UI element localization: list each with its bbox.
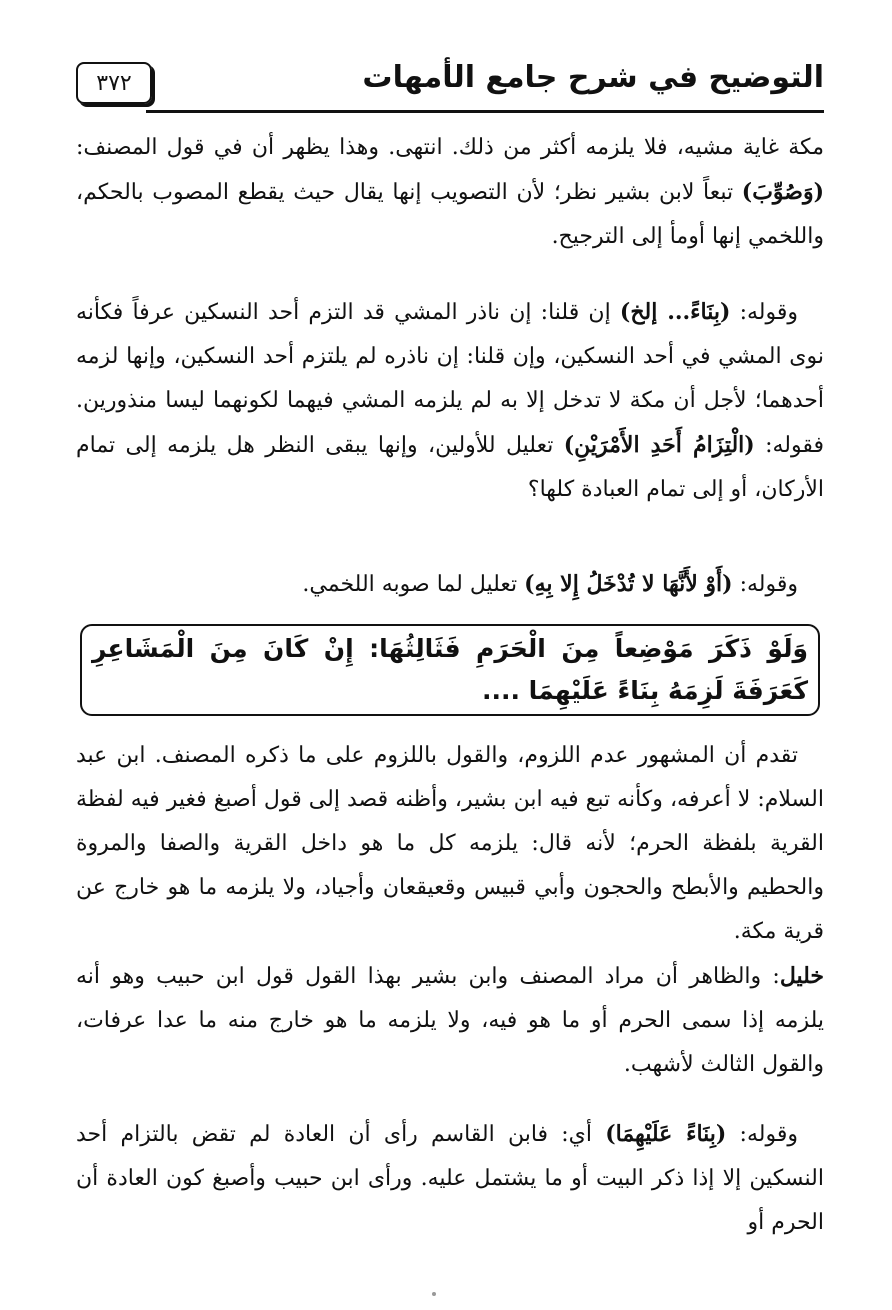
quoted-term: (الْتِزَامُ أَحَدِ الأَمْرَيْنِ) [563, 432, 755, 458]
paragraph-text: وقوله: [726, 1122, 798, 1147]
paragraph-text: تبعاً لابن بشير نظر؛ لأن التصويب إنها يقال حيث يقطع المصوب بالحكم، واللخمي إنها أومأ إلى الترجيح. [76, 180, 824, 249]
paragraph-text: : والظاهر أن مراد المصنف وابن بشير بهذا القول قول ابن حبيب وهو أنه يلزمه إذا سمى الحرم أو ما هو فيه، ولا يلزمه ما هو خارج منه ما عدا عرفات، والقول الثالث لأشهب. [76, 964, 824, 1077]
paragraph-4 [76, 734, 824, 954]
page-number: ٣٧٢ [76, 62, 152, 104]
paragraph-2 [76, 290, 824, 512]
running-title: التوضيح في شرح جامع الأمهات [362, 60, 824, 95]
paragraph-text: مكة غاية مشيه، فلا يلزمه أكثر من ذلك. انتهى. وهذا يظهر أن في قول المصنف: [76, 135, 824, 160]
paragraph-text: أي: فابن القاسم رأى أن العادة لم تقض بالتزام أحد النسكين إلا إذا ذكر البيت أو ما يشتمل عليه. ورأى ابن حبيب وأصبغ كون العادة أن الحرم أو [76, 1122, 824, 1235]
paragraph-5 [76, 954, 824, 1087]
matn-quote-box [80, 624, 820, 716]
quoted-term: (بِنَاءً... إلخ) [619, 299, 731, 325]
paragraph-text: وقوله: [732, 572, 798, 597]
paragraph-text: إن قلنا: إن ناذر المشي قد التزم أحد النسكين عرفاً فكأنه نوى المشي في أحد النسكين، وإن قلنا: إن ناذره لم يلتزم أحد النسكين، وإنها لزمه أحدهما؛ لأجل أن مكة لا تدخل إلا به لم يلزمه المشي فيهما لكونهما ليسا منذورين. فقوله: [76, 300, 824, 458]
quoted-term: (بِنَاءً عَلَيْهِمَا) [605, 1121, 727, 1147]
quoted-term: (وَصُوِّبَ) [741, 179, 824, 205]
quoted-term: (أَوْ لأَنَّهَا لا تُدْخَلُ إِلا بِهِ) [524, 571, 733, 597]
paragraph-text: تعليل للأولين، وإنها يبقى النظر هل يلزمه إلى تمام الأركان، أو إلى تمام العبادة كلها؟ [76, 433, 824, 502]
paragraph-3 [76, 562, 824, 607]
paragraph-6 [76, 1112, 824, 1245]
scan-dot [432, 1292, 436, 1296]
paragraph-1 [76, 126, 824, 259]
header-rule [146, 110, 824, 113]
paragraph-text: تعليل لما صوبه اللخمي. [302, 572, 525, 597]
paragraph-text: وقوله: [730, 300, 799, 325]
page-header [76, 52, 824, 114]
speaker-label: خليل [779, 963, 824, 989]
matn-text: وَلَوْ ذَكَرَ مَوْضِعاً مِنَ الْحَرَمِ فَثَالِثُهَا: إِنْ كَانَ مِنَ الْمَشَاعِرِ كَعَرَفَةَ لَزِمَهُ بِنَاءً عَلَيْهِمَا .... [92, 634, 808, 705]
paragraph-text: تقدم أن المشهور عدم اللزوم، والقول باللزوم على ما ذكره المصنف. ابن عبد السلام: لا أعرفه، وكأنه تبع فيه ابن بشير، وأظنه قصد إلى قول أصبغ فغير فيه لفظة القرية بلفظة الحرم؛ لأنه قال: يلزمه كل ما هو داخل القرية والصفا والمروة والحطيم والأبطح والحجون وأبي قبيس وقعيقعان وأجياد، ولا يلزمه ما هو خارج عن قرية مكة. [76, 743, 824, 944]
